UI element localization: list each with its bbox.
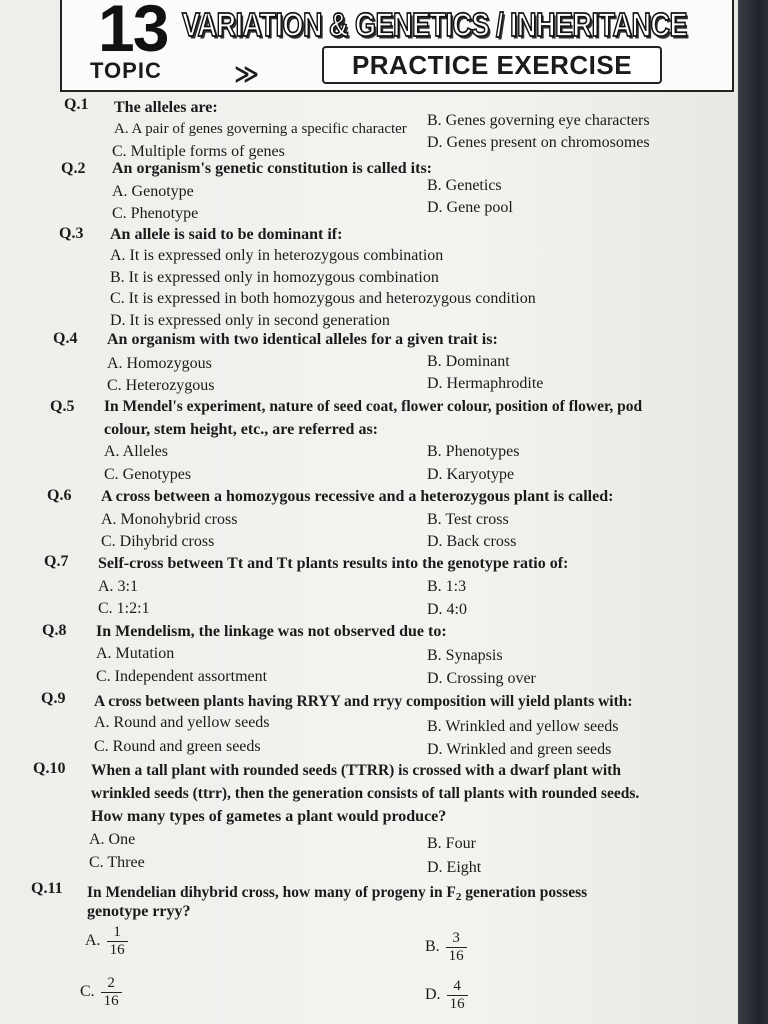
- option-a: A. One: [89, 831, 136, 848]
- option-c: C. Heterozygous: [107, 377, 215, 394]
- question-number: Q.5: [50, 398, 75, 415]
- question-text-line-2: colour, stem height, etc., are referred as:: [104, 421, 378, 438]
- question-text: A cross between plants having RRYY and rryy composition will yield plants with:: [94, 693, 633, 710]
- fraction: [101, 975, 122, 1010]
- option-b: [425, 930, 467, 965]
- option-b: B. Four: [427, 835, 476, 852]
- denominator: 16: [449, 996, 465, 1012]
- option-a: A. Alleles: [104, 443, 168, 460]
- numerator: 1: [107, 924, 128, 942]
- topic-header: [60, 0, 734, 92]
- option-d: D. Back cross: [427, 533, 517, 550]
- question-text: A cross between a homozygous recessive and a heterozygous plant is called:: [101, 488, 614, 505]
- option-c: C. Genotypes: [104, 466, 192, 483]
- option-c: C. Dihybrid cross: [101, 533, 215, 550]
- question-text: Self-cross between Tt and Tt plants results into the genotype ratio of:: [98, 555, 569, 572]
- option-d: D. Wrinkled and green seeds: [427, 741, 612, 758]
- denominator: 16: [109, 942, 125, 958]
- option-a: A. Monohybrid cross: [101, 511, 238, 528]
- option-b: B. Test cross: [427, 511, 509, 528]
- topic-number: 13: [98, 0, 168, 65]
- option-a: A. Homozygous: [107, 355, 212, 372]
- question-number: Q.2: [61, 160, 86, 177]
- question-text: In Mendel's experiment, nature of seed coat, flower colour, position of flower, pod: [104, 398, 643, 415]
- chevron-right-icon: ≫: [234, 60, 260, 88]
- numerator: 2: [101, 975, 122, 993]
- question-text: An allele is said to be dominant if:: [110, 226, 343, 243]
- option-b: B. Dominant: [427, 353, 510, 370]
- option-c: C. 1:2:1: [98, 600, 150, 617]
- question-number: Q.10: [33, 760, 66, 777]
- option-label: D.: [425, 986, 441, 1004]
- question-number: Q.6: [47, 487, 72, 504]
- question-text: An organism's genetic constitution is called its:: [112, 160, 432, 177]
- option-d: D. Karyotype: [427, 466, 515, 483]
- question-number: Q.7: [44, 553, 69, 570]
- option-a: [85, 924, 128, 959]
- fraction: [447, 978, 468, 1013]
- option-d: D. Crossing over: [427, 670, 536, 687]
- option-d: [425, 978, 468, 1013]
- option-a: A. Round and yellow seeds: [94, 714, 270, 731]
- option-d: D. Gene pool: [427, 199, 513, 216]
- option-a: A. A pair of genes governing a specific character: [114, 121, 407, 137]
- option-d: D. It is expressed only in second generation: [110, 312, 390, 329]
- option-b: B. 1:3: [427, 578, 467, 595]
- fraction: [446, 930, 467, 965]
- option-label: C.: [80, 983, 95, 1001]
- option-c: C. Independent assortment: [96, 668, 268, 685]
- option-b: B. Genes governing eye characters: [427, 112, 650, 129]
- option-label: A.: [85, 932, 101, 950]
- question-number: Q.4: [53, 330, 78, 347]
- question-text: When a tall plant with rounded seeds (TTRR) is crossed with a dwarf plant with: [91, 762, 621, 779]
- denominator: 16: [448, 948, 464, 964]
- option-b: B. Synapsis: [427, 647, 503, 664]
- section-title: PRACTICE EXERCISE: [322, 46, 662, 84]
- question-text: [87, 884, 587, 903]
- option-a: A. Genotype: [112, 183, 194, 200]
- subscript: 2: [455, 891, 462, 903]
- option-c: C. Three: [89, 854, 145, 871]
- option-c: C. It is expressed in both homozygous and heterozygous condition: [110, 290, 536, 307]
- topic-title: VARIATION & GENETICS / INHERITANCE: [182, 6, 688, 44]
- option-c: C. Round and green seeds: [94, 738, 261, 755]
- option-c: C. Multiple forms of genes: [112, 143, 285, 160]
- question-text-line-2: wrinkled seeds (ttrr), then the generation consists of tall plants with rounded seeds.: [91, 785, 640, 802]
- question-text-line-3: How many types of gametes a plant would produce?: [91, 808, 447, 825]
- question-number: Q.3: [59, 225, 84, 242]
- question-text: The alleles are:: [114, 99, 218, 116]
- numerator: 3: [446, 930, 467, 948]
- question-text: In Mendelism, the linkage was not observed due to:: [96, 623, 447, 640]
- question-number: Q.1: [64, 96, 89, 113]
- question-number: Q.11: [31, 880, 63, 897]
- option-d: D. Hermaphrodite: [427, 375, 544, 392]
- question-text-part: generation possess: [461, 884, 588, 901]
- option-a: A. Mutation: [96, 645, 175, 662]
- option-label: B.: [425, 938, 440, 956]
- option-d: D. Eight: [427, 859, 482, 876]
- book-spine: [738, 0, 768, 1024]
- numerator: 4: [447, 978, 468, 996]
- fraction: [107, 924, 128, 959]
- option-d: D. Genes present on chromosomes: [427, 134, 650, 151]
- question-number: Q.8: [42, 622, 67, 639]
- question-number: Q.9: [41, 690, 66, 707]
- question-text-part: In Mendelian dihybrid cross, how many of progeny in F: [87, 884, 456, 901]
- topic-label: TOPIC: [90, 58, 162, 83]
- question-text: An organism with two identical alleles for a given trait is:: [107, 331, 498, 348]
- option-a: A. 3:1: [98, 578, 138, 595]
- question-text-line-2: genotype rryy?: [87, 903, 191, 920]
- option-b: B. Wrinkled and yellow seeds: [427, 718, 619, 735]
- option-b: B. Phenotypes: [427, 443, 520, 460]
- option-d: D. 4:0: [427, 601, 467, 618]
- option-a: A. It is expressed only in heterozygous combination: [110, 247, 444, 264]
- option-c: C. Phenotype: [112, 205, 199, 222]
- option-c: [80, 975, 122, 1010]
- option-b: B. It is expressed only in homozygous combination: [110, 269, 439, 286]
- option-b: B. Genetics: [427, 177, 502, 194]
- denominator: 16: [103, 993, 119, 1009]
